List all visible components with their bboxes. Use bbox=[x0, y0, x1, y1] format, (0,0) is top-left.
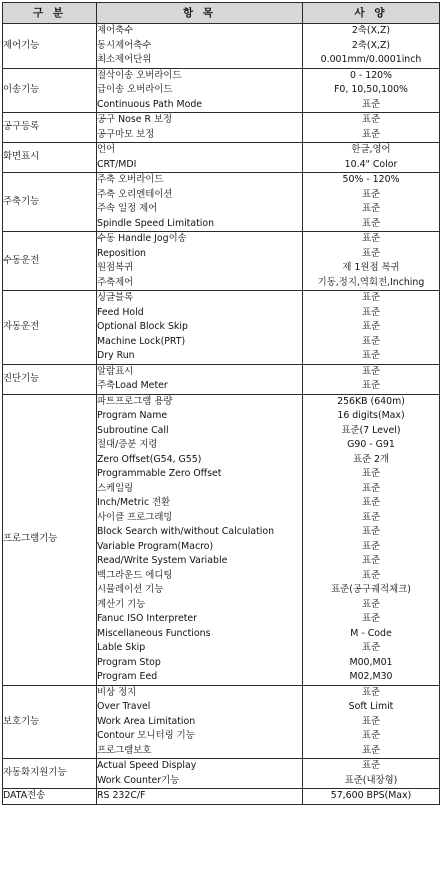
items-cell bbox=[97, 759, 303, 789]
item-label: Block Search with/without Calculation bbox=[97, 526, 275, 537]
table-row bbox=[3, 364, 440, 394]
item-label: Subroutine Call bbox=[97, 424, 169, 436]
values-cell bbox=[303, 364, 440, 394]
item-label: Optional Block Skip bbox=[97, 321, 188, 332]
spec-value: 표준 bbox=[361, 730, 381, 741]
category-cell: 화면표시 bbox=[3, 143, 97, 173]
spec-value: 표준 2개 bbox=[352, 453, 390, 465]
values-cell bbox=[303, 143, 440, 173]
item-label: 계산기 기능 bbox=[97, 598, 146, 610]
spec-value: M00,M01 bbox=[349, 656, 393, 668]
item-label: 파트프로그램 용량 bbox=[97, 395, 173, 407]
values-cell bbox=[303, 759, 440, 789]
table-row bbox=[3, 24, 440, 69]
item-label: 언어 bbox=[97, 144, 116, 155]
spec-value: 표준 bbox=[361, 555, 381, 566]
spec-value: F0, 10,50,100% bbox=[334, 84, 408, 95]
spec-value: 표준 bbox=[361, 482, 381, 494]
spec-value: M - Code bbox=[350, 627, 392, 639]
values-cell bbox=[303, 232, 440, 291]
item-label: Programmable Zero Offset bbox=[97, 468, 222, 479]
table-row bbox=[3, 68, 440, 113]
spec-value: 표준 bbox=[361, 598, 381, 610]
spec-value: 표준 bbox=[361, 497, 381, 508]
spec-value: 표준 bbox=[361, 203, 381, 214]
category-cell: 수동운전 bbox=[3, 232, 97, 291]
spec-value: 16 digits(Max) bbox=[337, 410, 405, 421]
spec-value: 표준 bbox=[361, 365, 381, 377]
item-label: Program Stop bbox=[97, 656, 161, 668]
table-row bbox=[3, 113, 440, 143]
category-cell: 제어기능 bbox=[3, 24, 97, 69]
table-row bbox=[3, 143, 440, 173]
spec-value: 표준 bbox=[361, 321, 381, 332]
spec-value: 표준 bbox=[361, 715, 381, 727]
item-label: Miscellaneous Functions bbox=[97, 627, 211, 639]
item-label: 주속 일정 제어 bbox=[97, 203, 158, 214]
spec-value: 표준 bbox=[361, 569, 381, 581]
category-cell: 보호기능 bbox=[3, 685, 97, 759]
item-label: 주축제어 bbox=[97, 276, 134, 288]
values-cell bbox=[303, 113, 440, 143]
spec-value: 0 - 120% bbox=[349, 69, 393, 81]
table-row bbox=[3, 291, 440, 365]
spec-value: 표준 bbox=[361, 114, 381, 125]
spec-value: 제 1원점 복귀 bbox=[342, 262, 400, 273]
spec-value: 57,600 BPS(Max) bbox=[330, 790, 412, 801]
category-cell: 프로그램기능 bbox=[3, 394, 97, 685]
category-cell: 진단기능 bbox=[3, 364, 97, 394]
items-cell bbox=[97, 232, 303, 291]
spec-value: 표준 bbox=[361, 292, 381, 303]
item-label: CRT/MDI bbox=[97, 158, 137, 170]
spec-value: 10.4" Color bbox=[344, 158, 398, 170]
spec-value: 256KB (640m) bbox=[337, 395, 405, 407]
item-label: 알람표시 bbox=[97, 365, 134, 377]
spec-value: 2축(X,Z) bbox=[351, 25, 391, 36]
item-label: Work Counter기능 bbox=[97, 774, 180, 786]
values-cell bbox=[303, 685, 440, 759]
item-label: 동시제어축수 bbox=[97, 39, 152, 51]
item-label: 주축 오버라이드 bbox=[97, 174, 164, 185]
item-label: 시뮬레이션 기능 bbox=[97, 584, 164, 595]
spec-value: 표준 bbox=[361, 380, 381, 391]
item-label: 급이송 오버라이드 bbox=[97, 84, 173, 95]
spec-value: Soft Limit bbox=[348, 701, 394, 712]
item-label: Inch/Metric 전환 bbox=[97, 497, 171, 508]
item-label: Variable Program(Macro) bbox=[97, 540, 214, 552]
item-label: Reposition bbox=[97, 247, 146, 259]
category-cell: 자동화지원기능 bbox=[3, 759, 97, 789]
item-label: Program Eed bbox=[97, 671, 158, 682]
item-label: Over Travel bbox=[97, 701, 151, 712]
category-cell: 공구등록 bbox=[3, 113, 97, 143]
items-cell bbox=[97, 789, 303, 805]
spec-value: 표준(내장형) bbox=[344, 774, 398, 786]
spec-value: G90 - G91 bbox=[347, 439, 395, 450]
spec-value: 한글,영어 bbox=[351, 144, 391, 155]
spec-value: 표준 bbox=[361, 642, 381, 653]
spec-table bbox=[2, 2, 440, 805]
items-cell bbox=[97, 24, 303, 69]
item-label: Work Area Limitation bbox=[97, 715, 196, 727]
item-label: 절대/증분 지령 bbox=[97, 439, 158, 450]
header-item: 항 목 bbox=[97, 3, 303, 24]
values-cell bbox=[303, 394, 440, 685]
category-cell: 자동운전 bbox=[3, 291, 97, 365]
spec-value: 표준 bbox=[361, 760, 381, 771]
spec-value: 표준 bbox=[361, 128, 381, 140]
item-label: Contour 모니터링 기능 bbox=[97, 730, 195, 741]
spec-value: 표준 bbox=[361, 526, 381, 537]
table-row bbox=[3, 685, 440, 759]
spec-value: 표준 bbox=[361, 217, 381, 229]
spec-value: 0.001mm/0.0001inch bbox=[320, 54, 422, 65]
item-label: 제어축수 bbox=[97, 25, 134, 36]
item-label: 사이클 프로그래밍 bbox=[97, 511, 173, 523]
header-category: 구 분 bbox=[3, 3, 97, 24]
header-row bbox=[3, 3, 440, 24]
item-label: Continuous Path Mode bbox=[97, 98, 203, 110]
table-row bbox=[3, 232, 440, 291]
item-label: Dry Run bbox=[97, 350, 135, 361]
item-label: RS 232C/F bbox=[97, 790, 146, 801]
item-label: Spindle Speed Limitation bbox=[97, 217, 215, 229]
values-cell bbox=[303, 291, 440, 365]
item-label: 백그라운드 에디팅 bbox=[97, 569, 173, 581]
spec-body bbox=[3, 24, 440, 805]
spec-value: 2축(X,Z) bbox=[351, 39, 391, 51]
header-spec: 사 양 bbox=[303, 3, 440, 24]
spec-value: 표준 bbox=[361, 247, 381, 259]
item-label: 주축 오리엔테이션 bbox=[97, 188, 173, 200]
spec-value: 표준 bbox=[361, 468, 381, 479]
item-label: Actual Speed Display bbox=[97, 760, 197, 771]
spec-value: 표준 bbox=[361, 540, 381, 552]
values-cell bbox=[303, 68, 440, 113]
values-cell bbox=[303, 24, 440, 69]
item-label: 최소제어단위 bbox=[97, 54, 152, 65]
item-label: Fanuc ISO Interpreter bbox=[97, 613, 198, 624]
item-label: Program Name bbox=[97, 410, 168, 421]
spec-value: 표준 bbox=[361, 335, 381, 347]
item-label: 수동 Handle Jog이송 bbox=[97, 233, 187, 244]
category-cell: 이송기능 bbox=[3, 68, 97, 113]
spec-value: 표준(7 Level) bbox=[341, 424, 401, 436]
items-cell bbox=[97, 113, 303, 143]
spec-value: 표준 bbox=[361, 306, 381, 318]
item-label: 원점복귀 bbox=[97, 262, 134, 273]
spec-value: 표준 bbox=[361, 350, 381, 361]
spec-value: 50% - 120% bbox=[342, 174, 400, 185]
item-label: Read/Write System Variable bbox=[97, 555, 228, 566]
item-label: 공구 Nose R 보정 bbox=[97, 114, 173, 125]
item-label: 싱글블록 bbox=[97, 292, 134, 303]
table-row bbox=[3, 759, 440, 789]
spec-value: 표준 bbox=[361, 188, 381, 200]
table-row bbox=[3, 173, 440, 232]
item-label: 공구마모 보정 bbox=[97, 128, 155, 140]
item-label: Zero Offset(G54, G55) bbox=[97, 453, 202, 465]
items-cell bbox=[97, 68, 303, 113]
item-label: Lable Skip bbox=[97, 642, 146, 653]
item-label: 프로그램보호 bbox=[97, 744, 152, 756]
values-cell bbox=[303, 173, 440, 232]
spec-value: 표준 bbox=[361, 744, 381, 756]
items-cell bbox=[97, 394, 303, 685]
item-label: Feed Hold bbox=[97, 306, 144, 318]
item-label: 주축Load Meter bbox=[97, 380, 168, 391]
items-cell bbox=[97, 173, 303, 232]
spec-value: 표준 bbox=[361, 98, 381, 110]
table-row bbox=[3, 789, 440, 805]
spec-value: 표준 bbox=[361, 686, 381, 698]
item-label: 절삭이송 오버라이드 bbox=[97, 69, 182, 81]
table-row bbox=[3, 394, 440, 685]
item-label: Machine Lock(PRT) bbox=[97, 335, 186, 347]
spec-value: 표준 bbox=[361, 511, 381, 523]
spec-value: 표준 bbox=[361, 233, 381, 244]
spec-value: 표준 bbox=[361, 613, 381, 624]
items-cell bbox=[97, 143, 303, 173]
spec-value: 표준(공구궤적체크) bbox=[331, 584, 411, 595]
items-cell bbox=[97, 364, 303, 394]
items-cell bbox=[97, 685, 303, 759]
category-cell: 주축기능 bbox=[3, 173, 97, 232]
values-cell bbox=[303, 789, 440, 805]
items-cell bbox=[97, 291, 303, 365]
spec-value: 기동,정지,역회전,Inching bbox=[317, 276, 425, 288]
item-label: 비상 정지 bbox=[97, 686, 137, 698]
item-label: 스케일링 bbox=[97, 482, 134, 494]
category-cell: DATA전송 bbox=[3, 789, 97, 805]
spec-value: M02,M30 bbox=[349, 671, 393, 682]
